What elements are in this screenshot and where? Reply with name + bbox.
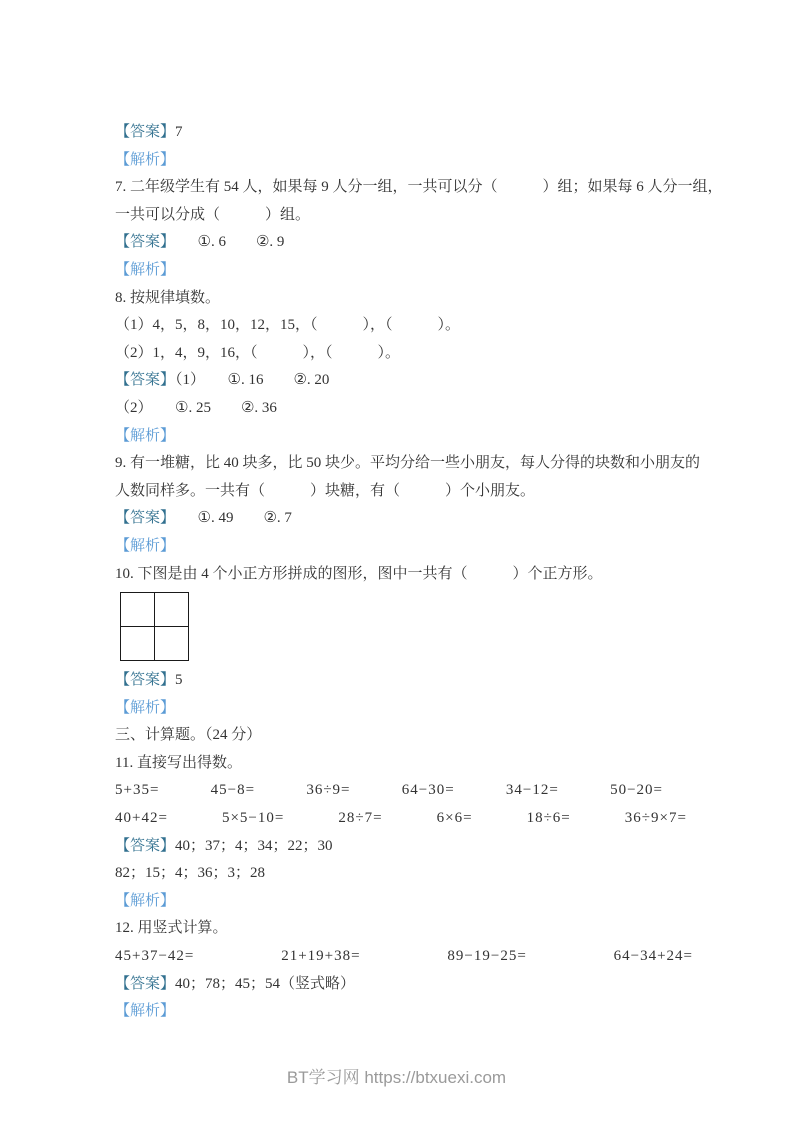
analysis-label: 【解析】	[115, 261, 176, 278]
q8-answer-value-1: （1） ①. 16 ②. 20	[175, 372, 330, 389]
q12-answer-value: 40；78；45；54（竖式略）	[175, 975, 356, 992]
equation: 6×6=	[436, 810, 473, 827]
equation: 50−20=	[610, 782, 663, 799]
q11-answer-value-2: 82；15；4；36；3；28	[115, 865, 266, 882]
q6-answer-value: 7	[175, 124, 183, 140]
line-q10-text	[115, 561, 700, 589]
line-q6-answer	[115, 119, 700, 147]
q7-text-2: 一共可以分成（ ）组。	[115, 206, 311, 223]
watermark-text: BT学习网 https://btxuexi.com	[286, 1068, 507, 1087]
line-q11-analysis	[115, 888, 700, 916]
line-q8-answer-2	[115, 395, 700, 423]
q11-title: 11. 直接写出得数。	[115, 754, 242, 771]
line-q9-analysis	[115, 533, 700, 561]
line-q8-item2	[115, 340, 700, 368]
line-q11-title	[115, 750, 700, 778]
section3-title: 三、计算题。（24 分）	[115, 727, 262, 744]
q8-title: 8. 按规律填数。	[115, 289, 221, 306]
q9-text-2: 人数同样多。一共有（ ）块糖，有（ ）个小朋友。	[115, 482, 536, 499]
line-q9-text-1	[115, 450, 700, 478]
analysis-label: 【解析】	[115, 699, 176, 716]
line-q11-answer-1	[115, 833, 700, 861]
line-q8-analysis	[115, 423, 700, 451]
answer-label: 【答案】	[115, 510, 168, 527]
line-q12-analysis	[115, 998, 700, 1026]
q7-text-1: 7. 二年级学生有 54 人，如果每 9 人分一组，一共可以分（ ）组；如果每 6 人分一组，	[115, 179, 723, 196]
analysis-label: 【解析】	[115, 892, 176, 909]
line-q6-analysis	[115, 147, 700, 175]
equation: 45−8=	[210, 782, 256, 799]
analysis-label: 【解析】	[115, 1003, 176, 1020]
answer-label: 【答案】	[115, 672, 176, 689]
equation: 28÷7=	[338, 810, 383, 827]
equation: 89−19−25=	[447, 948, 527, 965]
line-q7-analysis	[115, 257, 700, 285]
equation: 36÷9×7=	[624, 810, 687, 827]
equation: 64−30=	[401, 782, 455, 799]
analysis-label: 【解析】	[115, 427, 176, 444]
equation: 5×5−10=	[221, 810, 285, 827]
line-q8-answer-1	[115, 367, 700, 395]
line-q9-answer	[115, 505, 700, 533]
line-q7-answer	[115, 229, 700, 257]
line-q8-item1	[115, 312, 700, 340]
q11-answer-value-1: 40；37；4；34；22；30	[175, 837, 333, 854]
equation: 21+19+38=	[281, 948, 361, 965]
equation: 34−12=	[505, 782, 559, 799]
analysis-label: 【解析】	[115, 537, 176, 554]
q9-text-1: 9. 有一堆糖，比 40 块多，比 50 块少。平均分给一些小朋友，每人分得的块数和小朋友的	[115, 455, 701, 472]
line-q12-answer	[115, 971, 700, 999]
line-q10-analysis	[115, 695, 700, 723]
document-page	[115, 119, 723, 1026]
grid-cell	[121, 627, 155, 661]
equation: 64−34+24=	[613, 948, 693, 965]
q8-item2: （2）1，4，9，16，（ ），（ ）。	[115, 344, 401, 361]
line-q10-answer	[115, 667, 700, 695]
equation: 45+37−42=	[115, 948, 195, 965]
line-q8-title	[115, 285, 700, 313]
q12-title: 12. 用竖式计算。	[115, 920, 228, 937]
q8-item1: （1）4，5，8，10，12，15，（ ），（ ）。	[115, 317, 461, 334]
q7-answer-value: ①. 6 ②. 9	[167, 234, 285, 251]
answer-label: 【答案】	[115, 837, 176, 854]
q8-answer-value-2: （2） ①. 25 ②. 36	[115, 399, 277, 416]
answer-label: 【答案】	[115, 234, 168, 251]
q9-answer-value: ①. 49 ②. 7	[167, 510, 292, 527]
q12-equations-row	[115, 943, 693, 971]
equation: 40+42=	[115, 810, 168, 827]
answer-label: 【答案】	[115, 372, 176, 389]
analysis-label: 【解析】	[115, 151, 176, 168]
q10-text: 10. 下图是由 4 个小正方形拼成的图形，图中一共有（ ）个正方形。	[115, 565, 603, 582]
answer-label: 【答案】	[115, 975, 176, 992]
watermark-footer	[0, 1063, 793, 1088]
equation: 5+35=	[115, 782, 160, 799]
equation: 36÷9=	[306, 782, 351, 799]
line-section3-title	[115, 722, 700, 750]
grid-cell	[121, 593, 155, 627]
answer-label: 【答案】	[115, 124, 176, 140]
equation: 18÷6=	[526, 810, 571, 827]
q10-answer-value: 5	[175, 672, 183, 689]
q11-equations-row-1	[115, 777, 663, 805]
line-q7-text-2	[115, 202, 700, 230]
line-q11-answer-2	[115, 860, 700, 888]
line-q7-text-1	[115, 174, 723, 202]
grid-cell	[155, 593, 189, 627]
line-q9-text-2	[115, 478, 700, 506]
line-q12-title	[115, 915, 700, 943]
grid-cell	[155, 627, 189, 661]
four-squares-figure	[120, 592, 189, 661]
q11-equations-row-2	[115, 805, 687, 833]
